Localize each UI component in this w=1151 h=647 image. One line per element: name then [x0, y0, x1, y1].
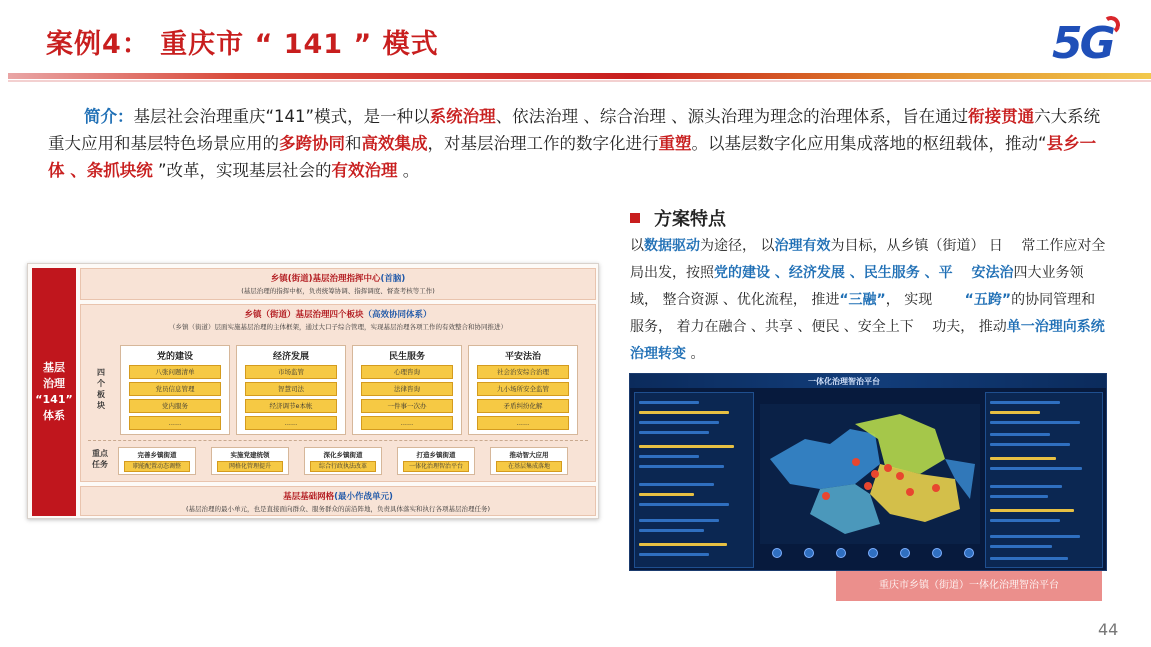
feature-highlight: 党的建设 、经济发展 、民生服务 、平 安法治 [714, 265, 1014, 281]
intro-text: 基层社会治理重庆“141”模式，是一种以 [133, 107, 430, 126]
feature-text: 四大业务领域， 整合资源 、优化流程， 推进 [630, 265, 1084, 308]
sector-item: ...... [129, 416, 221, 430]
header-rule-thin [8, 80, 1151, 82]
intro-label: 简介： [84, 107, 134, 126]
bullet-square-icon [630, 213, 640, 223]
sector-title: 民生服务 [388, 352, 425, 362]
command-center-band [80, 268, 596, 300]
grid-unit-title: 基层基础网格(最小作战单元) [283, 492, 393, 502]
intro-highlight: 有效治理 [331, 161, 398, 180]
dashboard-title: 一体化治理智治平台 [808, 377, 880, 386]
intro-text: 六大系统重大应用和基层特色场景应用的 [48, 107, 1101, 153]
dashboard-caption: 重庆市乡镇（街道）一体化治理智治平台 [836, 571, 1102, 601]
feature-highlight: 治理有效 [774, 238, 831, 254]
sector-item: ...... [245, 416, 337, 430]
district-map [760, 404, 980, 544]
intro-text: ，对基层治理工作的数字化进行 [427, 134, 659, 153]
intro-highlight: 多跨协同 [279, 134, 345, 153]
intro-text: 。 [397, 161, 420, 180]
dashboard-left-panel [634, 392, 754, 568]
sector-item: ...... [477, 416, 569, 430]
intro-text: ”改革，实现基层社会的 [152, 161, 332, 180]
key-task: 深化乡镇街道 综合行政执法改革 [304, 447, 382, 475]
sector-item: ...... [361, 416, 453, 430]
intro-paragraph [48, 103, 1110, 184]
feature-highlight: 单一治理向系统治理转变 [630, 319, 1105, 362]
four-sectors-title: 乡镇（街道）基层治理四个板块（高效协同体系） [244, 310, 432, 320]
page-number: 44 [1098, 620, 1119, 639]
intro-highlight: 重塑 [658, 134, 692, 153]
governance-diagram [27, 263, 599, 519]
command-center-title: 乡镇(街道)基层治理指挥中心(首脑) [270, 274, 406, 284]
intro-text: 和 [345, 134, 362, 153]
intro-highlight: 县乡一体 、条抓块统 [48, 134, 1097, 180]
dashboard-bottom-icons [760, 546, 980, 566]
feature-highlight: “五跨” [964, 292, 1012, 308]
sector-item: 一件事一次办 [361, 399, 453, 413]
sector-block-livelihood [352, 345, 462, 435]
sector-item: 八张问题清单 [129, 365, 221, 379]
sector-title: 经济发展 [272, 352, 309, 362]
intro-highlight: 系统治理 [429, 107, 496, 126]
dashboard-right-panel [985, 392, 1103, 568]
intro-text: 。以基层数字化应用集成落地的枢纽载体，推动“ [691, 134, 1047, 153]
intro-highlight: 衔接贯通 [968, 107, 1035, 126]
sector-item: 九小场所安全监管 [477, 382, 569, 396]
feature-text: 以 [630, 238, 644, 254]
sector-item: 市场监管 [245, 365, 337, 379]
feature-highlight: 数据驱动 [644, 238, 700, 254]
key-task: 打造乡镇街道 一体化治理智治平台 [397, 447, 475, 475]
sector-item: 法律咨询 [361, 382, 453, 396]
four-sectors-subtitle: （乡镇（街道）层面实施基层治理的主体框架，通过大口子综合管理，实现基层治理各项工作的有效整合和协同推进） [169, 323, 507, 331]
sector-item: 党内服务 [129, 399, 221, 413]
key-tasks-label: 重点 任务 [92, 449, 108, 469]
sector-title: 平安法治 [504, 352, 541, 362]
four-sectors-label: 四 个 板 块 [97, 368, 105, 410]
diagram-divider [88, 440, 588, 441]
slide-title: 案例4： 重庆市 “ 141 ” 模式 [46, 29, 439, 60]
header-rule [8, 73, 1151, 79]
side-line: “141” [35, 393, 73, 406]
sector-block-safety [468, 345, 578, 435]
command-center-subtitle: (基层治理的指挥中枢，负责统筹协调、指挥调度、督查考核等工作) [241, 287, 435, 295]
features-heading: 方案特点 [630, 205, 726, 231]
feature-highlight: “三融” [839, 292, 886, 308]
feature-text: 为目标，从乡镇（街道） 日 常工作应对全局出发，按照 [630, 238, 1106, 281]
sector-item: 矛盾纠纷化解 [477, 399, 569, 413]
intro-text: 、依法治理 、综合治理 、源头治理为理念的治理体系，旨在通过 [495, 107, 969, 126]
diagram-side-label [32, 268, 76, 516]
sector-block-economy [236, 345, 346, 435]
logo-text: 5G [1052, 18, 1113, 69]
5g-logo [1052, 16, 1124, 68]
key-task: 完善乡镇街道 职能配置动态调整 [118, 447, 196, 475]
grid-unit-subtitle: (基层治理的最小单元，也是直接面向群众、服务群众的前沿阵地，负责具体落实和执行各项基层治理任务) [185, 505, 491, 513]
intro-body [48, 107, 1100, 180]
feature-text: 的协同管理和服务， 着力在融合 、共享 、便民 、安全上下 功夫， 推动 [630, 292, 1096, 335]
grid-unit-band [80, 486, 596, 516]
features-paragraph [630, 233, 1108, 368]
feature-text: 。 [686, 346, 705, 362]
sector-block-party [120, 345, 230, 435]
sector-title: 党的建设 [156, 352, 193, 362]
sector-item: 党员信息管理 [129, 382, 221, 396]
side-line: 基层 [43, 361, 65, 374]
side-line: 体系 [43, 409, 65, 422]
sector-item: 社会治安综合治理 [477, 365, 569, 379]
sector-item: 经济调节e本帐 [245, 399, 337, 413]
key-task: 实施党建统领 网格化管理提升 [211, 447, 289, 475]
dashboard-screenshot [629, 373, 1107, 571]
sector-item: 心理咨询 [361, 365, 453, 379]
key-task: 推动智大应用 在基层集成落地 [490, 447, 568, 475]
sector-item: 智慧司法 [245, 382, 337, 396]
feature-text: ， 实现 [885, 292, 965, 308]
feature-text: 为途径， 以 [700, 238, 775, 254]
side-line: 治理 [43, 377, 65, 390]
intro-highlight: 高效集成 [361, 134, 428, 153]
